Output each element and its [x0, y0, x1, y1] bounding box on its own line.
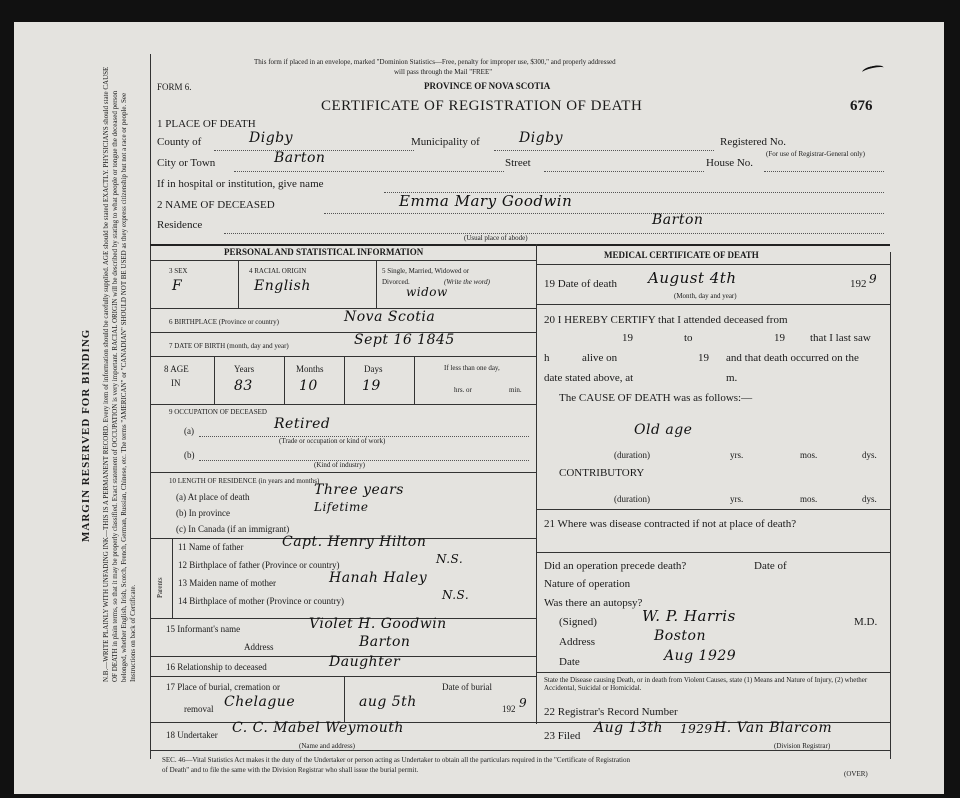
sex-value: F	[172, 278, 183, 294]
residence-length-label: 10 LENGTH OF RESIDENCE (in years and months)	[169, 477, 320, 485]
removal-label: removal	[184, 704, 214, 714]
registered-note: (For use of Registrar-General only)	[766, 150, 865, 158]
check-mark	[861, 64, 884, 76]
marital-label: 5 Single, Married, Widowed or	[382, 267, 470, 275]
registered-label: Registered No.	[720, 136, 786, 148]
marital-note: (Write the word)	[444, 278, 491, 286]
date-of-death-value: August 4th	[648, 269, 737, 287]
medical-address-value: Boston	[654, 628, 706, 644]
form-number: FORM 6.	[157, 82, 192, 92]
registrar-note: (Division Registrar)	[774, 742, 831, 750]
at-place-label: (a) At place of death	[176, 492, 250, 502]
residence-value: Barton	[652, 212, 704, 228]
deceased-label: 2 NAME OF DECEASED	[157, 199, 275, 211]
years-label: Years	[234, 364, 255, 374]
yrs-label-2: yrs.	[730, 494, 744, 504]
death-certificate	[14, 22, 944, 794]
burial-label: 17 Place of burial, cremation or	[166, 682, 280, 692]
date-of-label: Date of	[754, 560, 787, 572]
city-value: Barton	[274, 150, 326, 166]
county-label: County of	[157, 136, 202, 148]
margin-instructions: N.B.—WRITE PLAINLY WITH UNFADING INK—THIS IS A PERMANENT RECORD. Every item of information should be carefully supplied. AGE should be stated EXACTLY. PHYSICIANS should state CAUSE OF DEATH in plain terms, so that it may be properly classified. Exact statement of OCCUPATION is very important. RACIAL ORIGIN will be described by stating to what people or tongue the deceased person belonged, whether English, Irish, Scotch, French, German, Russian, Chinese, etc. The terms "AMERICAN" or "CANADIAN" SHOULD NOT BE USED as they express citizenship but not a race or people. See Instructions on back of Certificate.	[102, 66, 137, 682]
occupation-a: (a)	[184, 426, 194, 436]
date-year-prefix: 192	[850, 278, 867, 290]
margin-binding-label: MARGIN RESERVED FOR BINDING	[80, 328, 92, 542]
province: PROVINCE OF NOVA SCOTIA	[424, 81, 551, 91]
nature-label: Nature of operation	[544, 578, 631, 590]
dob-label: 7 DATE OF BIRTH (month, day and year)	[169, 342, 289, 350]
burial-place: Chelague	[224, 694, 296, 710]
burial-date: aug 5th	[359, 694, 417, 710]
certify-last-saw: that I last saw	[810, 332, 871, 344]
occupation-value: Retired	[274, 416, 331, 432]
months-value: 10	[299, 378, 318, 394]
signed-value: W. P. Harris	[642, 607, 736, 625]
certify-19c: 19	[698, 352, 709, 364]
father-label: 11 Name of father	[178, 542, 244, 552]
footer-text-2: of Death" and to file the same with the Division Registrar who shall issue the burial permit.	[162, 766, 419, 774]
undertaker-note: (Name and address)	[299, 742, 355, 750]
at-place-value: Three years	[314, 482, 404, 498]
municipality-value: Digby	[519, 130, 564, 146]
informant-address-label: Address	[244, 642, 274, 652]
date-year: 9	[869, 272, 878, 286]
cause-value: Old age	[634, 422, 693, 438]
occupation-label: 9 OCCUPATION OF DECEASED	[169, 408, 267, 416]
informant-label: 15 Informant's name	[166, 624, 241, 634]
operation-label: Did an operation precede death?	[544, 560, 687, 572]
months-label: Months	[296, 364, 324, 374]
in-province-label: (b) In province	[176, 508, 230, 518]
undertaker-label: 18 Undertaker	[166, 730, 218, 740]
residence-note: (Usual place of abode)	[464, 234, 528, 242]
record-number-label: 22 Registrar's Record Number	[544, 706, 678, 718]
father-value: Capt. Henry Hilton	[282, 534, 427, 550]
relationship-value: Daughter	[329, 654, 401, 670]
where-contracted-label: 21 Where was disease contracted if not at place of death?	[544, 518, 797, 530]
age-in-label: IN	[171, 378, 181, 388]
filed-value: Aug 13th	[594, 720, 663, 736]
dys-label-1: dys.	[862, 450, 877, 460]
birthplace-value: Nova Scotia	[344, 309, 436, 325]
burial-year: 9	[519, 696, 528, 710]
street-label: Street	[505, 157, 531, 169]
footer-text-1: SEC. 46—Vital Statistics Act makes it the duty of the Undertaker or person acting as Undertaker to obtain all the particulars required in the "Certificate of Registration	[162, 756, 631, 764]
father-bp-label: 12 Birthplace of father (Province or country)	[178, 560, 340, 570]
place-of-death-label: 1 PLACE OF DEATH	[157, 118, 256, 130]
duration-label-2: (duration)	[614, 494, 650, 504]
days-value: 19	[362, 378, 381, 394]
medical-header: MEDICAL CERTIFICATE OF DEATH	[604, 250, 759, 260]
registrar-signature: H. Van Blarcom	[714, 720, 833, 736]
contributory-label: CONTRIBUTORY	[559, 467, 645, 479]
racial-value: English	[254, 278, 311, 294]
medical-date-label: Date	[559, 656, 580, 668]
medical-date-value: Aug 1929	[664, 648, 737, 664]
footer-over: (OVER)	[844, 770, 868, 778]
certify-m: m.	[726, 372, 738, 384]
mail-notice-2: will pass through the Mail "FREE"	[394, 68, 493, 76]
certify-to: to	[684, 332, 693, 344]
mos-label-2: mos.	[800, 494, 818, 504]
certify-occurred: and that death occurred on the	[726, 352, 859, 364]
filed-label: 23 Filed	[544, 730, 581, 742]
county-value: Digby	[249, 130, 294, 146]
personal-header: PERSONAL AND STATISTICAL INFORMATION	[224, 247, 424, 257]
mother-label: 13 Maiden name of mother	[178, 578, 276, 588]
mail-notice: This form if placed in an envelope, marked "Dominion Statistics—Free, penalty for improper use, $300," and properly addressed	[254, 58, 616, 66]
medical-address-label: Address	[559, 636, 596, 648]
age-label: 8 AGE	[164, 364, 189, 374]
deceased-name: Emma Mary Goodwin	[399, 192, 573, 210]
occupation-note: (Trade or occupation or kind of work)	[279, 437, 386, 445]
filed-year: 1929	[680, 722, 713, 736]
racial-label: 4 RACIAL ORIGIN	[249, 267, 307, 275]
informant-address-value: Barton	[359, 634, 411, 650]
yrs-label-1: yrs.	[730, 450, 744, 460]
disease-note: State the Disease causing Death, or in death from Violent Causes, state (1) Means and Nature of Injury, (2) whether Accidental, Suicidal or Homicidal.	[544, 676, 868, 692]
autopsy-label: Was there an autopsy?	[544, 597, 643, 609]
mother-bp-value: N.S.	[442, 588, 470, 602]
certify-alive-on: alive on	[582, 352, 618, 364]
less-day-label: If less than one day,	[444, 364, 500, 372]
city-label: City or Town	[157, 157, 216, 169]
dob-value: Sept 16 1845	[354, 332, 455, 348]
mos-label-1: mos.	[800, 450, 818, 460]
father-bp-value: N.S.	[436, 552, 464, 566]
house-label: House No.	[706, 157, 754, 169]
burial-date-label: Date of burial	[442, 682, 492, 692]
certify-date-stated: date stated above, at	[544, 372, 634, 384]
relationship-label: 16 Relationship to deceased	[166, 662, 267, 672]
certify-19a: 19	[622, 332, 633, 344]
parents-label: Parents	[156, 577, 164, 598]
in-canada-label: (c) In Canada (if an immigrant)	[176, 524, 290, 534]
occupation-b: (b)	[184, 450, 195, 460]
days-label: Days	[364, 364, 383, 374]
certify-19b: 19	[774, 332, 785, 344]
date-of-death-note: (Month, day and year)	[674, 292, 737, 300]
hospital-label: If in hospital or institution, give name	[157, 178, 324, 190]
marital-label-2: Divorced.	[382, 278, 410, 286]
certify-text: 20 I HEREBY CERTIFY that I attended deceased from	[544, 314, 788, 326]
municipality-label: Municipality of	[411, 136, 480, 148]
years-value: 83	[234, 378, 253, 394]
date-of-death-label: 19 Date of death	[544, 278, 617, 290]
dys-label-2: dys.	[862, 494, 877, 504]
mother-bp-label: 14 Birthplace of mother (Province or country)	[178, 596, 344, 606]
certificate-number: 676	[850, 98, 873, 114]
in-province-value: Lifetime	[314, 500, 369, 514]
cause-label: The CAUSE OF DEATH was as follows:—	[559, 392, 753, 404]
burial-year-prefix: 192	[502, 704, 516, 714]
informant-value: Violet H. Goodwin	[309, 616, 447, 632]
md-label: M.D.	[854, 616, 878, 628]
sex-label: 3 SEX	[169, 267, 188, 275]
marital-value: widow	[406, 285, 448, 299]
hrs-label: hrs. or	[454, 386, 472, 394]
min-label: min.	[509, 386, 522, 394]
duration-label-1: (duration)	[614, 450, 650, 460]
certificate-title: CERTIFICATE OF REGISTRATION OF DEATH	[321, 98, 643, 114]
birthplace-label: 6 BIRTHPLACE (Province or country)	[169, 318, 280, 326]
residence-label: Residence	[157, 219, 203, 231]
mother-value: Hanah Haley	[329, 570, 428, 586]
certify-h: h	[544, 352, 550, 364]
signed-label: (Signed)	[559, 616, 597, 628]
industry-note: (Kind of industry)	[314, 461, 365, 469]
undertaker-value: C. C. Mabel Weymouth	[232, 720, 404, 736]
